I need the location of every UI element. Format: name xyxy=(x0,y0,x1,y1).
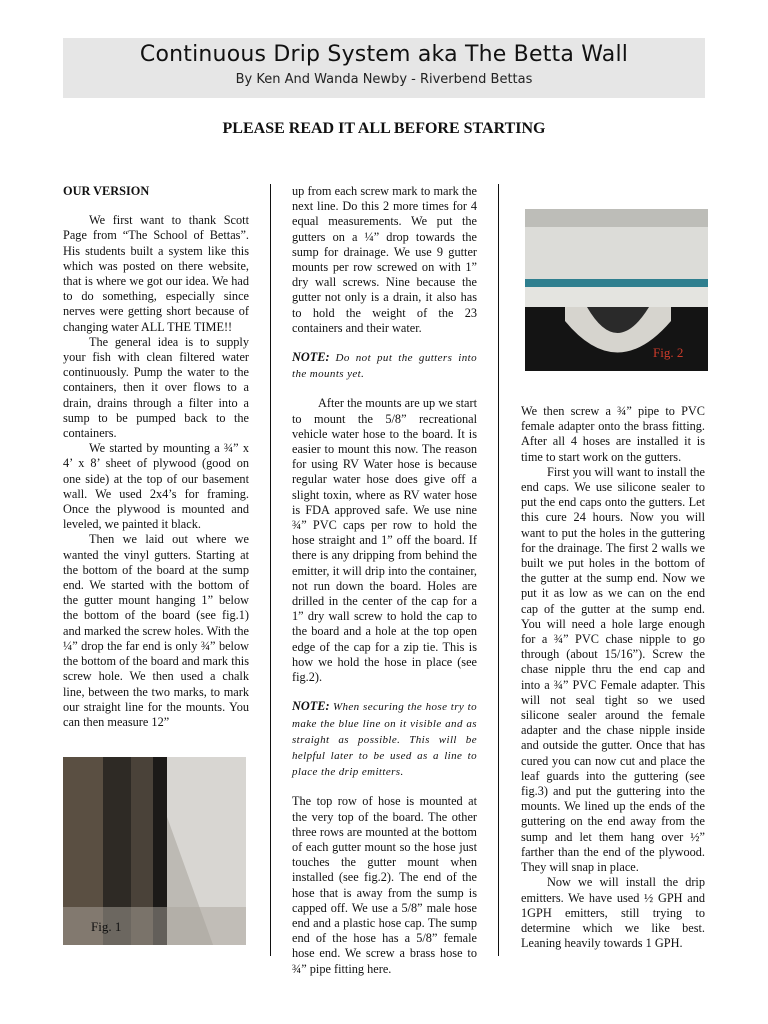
figure-1-photo xyxy=(63,757,246,945)
paragraph: We first want to thank Scott Page from “The School of Bettas”. His students built a system like this which was posted on there website, that is where we got our idea. We had to do something, especially since nerves were getting short because of changing water ALL THE TIME!! xyxy=(63,213,249,334)
figure-1-label: Fig. 1 xyxy=(91,919,122,934)
paragraph: Then we laid out where we wanted the vinyl gutters. Starting at the bottom of the board at the sump end. We started with the bottom of the gutter mount hanging 1” below the bottom of the board (see fig.1) and marked the screw holes. With the ¼” drop the far end is only ¾” below the bottom of the board and mark this screw hole. We then used a chalk line, between the two marks, to mark our straight line for the mounts. You can then measure 12” xyxy=(63,532,249,729)
note-text: When securing the hose try to make the blue line on it visible and as straight as possible. This will be helpful later to be used as a line to place the drip emitters. xyxy=(292,701,477,779)
column-2 xyxy=(292,184,477,977)
paragraph: We started by mounting a ¾” x 4’ x 8’ sheet of plywood (good on one side) at the top of our basement wall. We used 2x4’s for framing. Once the plywood is mounted and leveled, we painted it black. xyxy=(63,441,249,532)
document-byline: By Ken And Wanda Newby - Riverbend Bettas xyxy=(235,72,533,87)
paragraph: up from each screw mark to mark the next line. Do this 2 more times for 4 equal measurements. We put the gutters on a ¼” drop towards the sump for drainage. We use 9 gutter mounts per row screwed on with 1” dry wall screws. Nine because the gutter not only is a drain, it also has to hold the weight of the 23 containers and their water. xyxy=(292,184,477,335)
figure-2-label: Fig. 2 xyxy=(653,345,684,360)
paragraph: After the mounts are up we start to mount the 5/8” recreational vehicle water hose to the board. It is easier to mount this now. The reason for using RV Water hose is because regular water hose does give off a slight toxin, where as RV water hose is FDA approved safe. We use nine ¾” PVC caps per row to hold the hose straight and 1” off the board. If there is any dripping from behind the emitter, it will drip into the container, not run down the board. Holes are drilled in the center of the cap for a 1” dry wall screw to hold the cap to the board and a hole at the top open edge of the cap for a zip tie. This is how we hold the hose in place (see fig.2). xyxy=(292,396,477,685)
column-divider xyxy=(270,184,271,956)
column-divider xyxy=(498,184,499,956)
note-text: Do not put the gutters into the mounts yet. xyxy=(292,352,477,381)
paragraph: First you will want to install the end caps. We use silicone sealer to put the end caps onto the gutters. Let this cure 24 hours. Now you will want to put the holes in the guttering for the drainage. The first 2 walls we built we put holes in the bottom of the gutter at the sump end. Now we put it as low as we can on the end cap of the gutter at the sump end. You will need a hole large enough for a ¾” PVC chase nipple to go through (about 15/16”). Screw the chase nipple thru the end cap and into a ¾” PVC Female adapter. This will not seal tight so we used silicone sealer around the female adapter and the chase nipple inside and outside the gutter. Once that has cured you can now cut and place the leaf guards into the guttering (see fig.3) and put the guttering into the mounts. We lined up the ends of the guttering on the end away from the sump and let them hang over ½” farther than the end of the plywood. They will snap in place. xyxy=(521,464,705,875)
paragraph: We then screw a ¾” pipe to PVC female adapter onto the brass fitting. After all 4 hoses are installed it is time to start work on the gutters. xyxy=(521,404,705,464)
document-title: Continuous Drip System aka The Betta Wall xyxy=(139,42,629,67)
column-3 xyxy=(521,404,705,951)
note xyxy=(292,350,477,382)
paragraph: The general idea is to supply your fish with clean filtered water continuously. Pump the water to the containers, then it over flows to a drain, drains through a filter into a sump to be pumped back to the containers. xyxy=(63,334,249,441)
figure-2-photo xyxy=(525,209,708,371)
note xyxy=(292,699,477,780)
note-label: NOTE: xyxy=(292,699,330,714)
column-1 xyxy=(63,184,249,730)
section-heading: OUR VERSION xyxy=(63,184,150,198)
paragraph: Now we will install the drip emitters. We have used ½ GPH and 1GPH emitters, still trying to determine which we like best. Leaning heavily towards 1 GPH. xyxy=(521,875,705,951)
read-all-notice: PLEASE READ IT ALL BEFORE STARTING xyxy=(222,120,546,137)
gutter-mount-image xyxy=(63,757,246,945)
note-label: NOTE: xyxy=(292,350,330,365)
paragraph: The top row of hose is mounted at the very top of the board. The other three rows are mounted at the bottom of each gutter mount so the hose just touches the gutter mount when installed (see fig.2). The end of the hose that is away from the sump is capped off. We use a 5/8” male hose end and a plastic hose cap. The sump end of the hose has a 5/8” female hose end. We screw a brass hose to ¾” pipe fitting here. xyxy=(292,794,477,976)
